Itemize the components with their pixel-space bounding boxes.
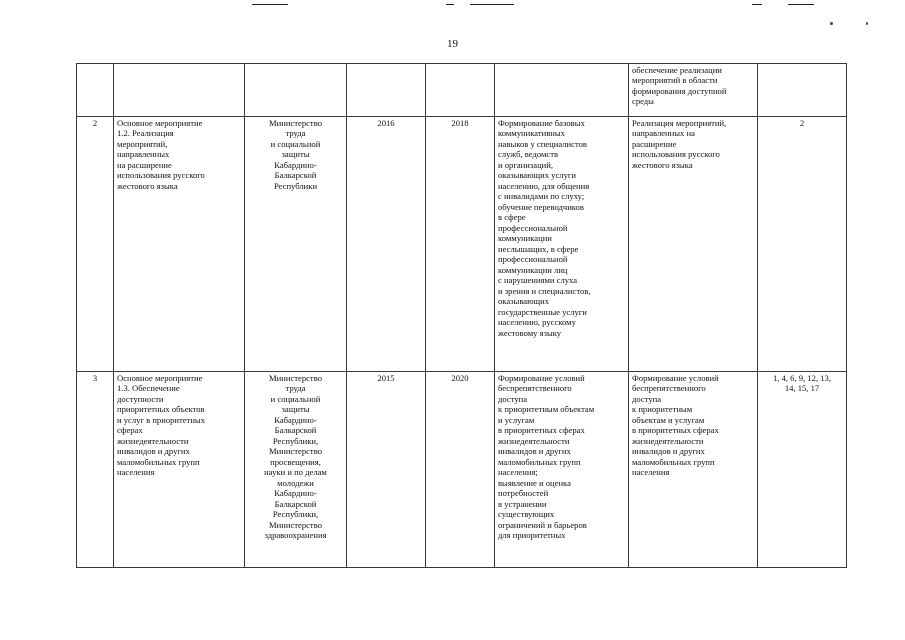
event-line: приоритетных объектов	[117, 404, 205, 415]
event-line: 1.3. Обеспечение	[117, 383, 180, 394]
result-line: Реализация мероприятий,	[632, 118, 727, 128]
event-line: доступности	[117, 393, 164, 404]
description-line: инвалидов и других	[498, 446, 571, 457]
executor-line: Республики,	[272, 435, 319, 446]
cell-end-year: 2020	[426, 372, 495, 568]
executor-line: Кабардино-	[274, 488, 317, 499]
cell-start-year: 2016	[347, 117, 426, 372]
executor-line: здравоохранения	[264, 530, 327, 541]
cell-start-year	[347, 64, 426, 117]
event-line: направленных	[117, 149, 170, 160]
cell-description	[495, 64, 629, 117]
result-line: беспрепятственного	[632, 383, 706, 394]
event-line: жестового языка	[117, 180, 178, 191]
description-line: и услугам	[498, 414, 535, 425]
cell-result	[629, 372, 758, 568]
description-line: для приоритетных	[498, 530, 566, 541]
cell-indicators	[758, 372, 847, 568]
executor-line: Министерство	[269, 446, 322, 457]
description-line: к приоритетным объектам	[498, 404, 595, 415]
program-table	[76, 63, 847, 568]
event-line: населения	[117, 467, 155, 478]
executor-line: Балкарской	[274, 498, 317, 509]
event-line: 1.2. Реализация	[117, 128, 174, 139]
result-line: маломобильных групп	[632, 456, 715, 467]
executor-line: молодежи	[277, 477, 314, 488]
indicators-line: 1, 4, 6, 9, 12, 13,	[772, 373, 831, 383]
event-line: на расширение	[117, 159, 172, 170]
description-line: оказывающих	[498, 296, 550, 307]
event-line: сферах	[117, 425, 143, 436]
executor-line: просвещения,	[270, 456, 321, 467]
result-line: инвалидов и других	[632, 446, 705, 457]
cell-indicators: 2	[758, 117, 847, 372]
description-line: доступа	[498, 393, 528, 404]
executor-line: Министерство	[269, 118, 322, 128]
event-line: мероприятий,	[117, 138, 168, 149]
event-line: инвалидов и других	[117, 446, 190, 457]
cell-event	[114, 117, 245, 372]
cell-result	[629, 117, 758, 372]
result-line: мероприятий в области	[632, 75, 718, 86]
cell-num	[77, 64, 114, 117]
description-line: профессиональной	[498, 222, 568, 233]
scan-dot	[866, 22, 868, 25]
description-line: профессиональной	[498, 254, 568, 265]
executor-line: Министерство	[269, 519, 322, 530]
description-line: беспрепятственного	[498, 383, 572, 394]
description-line: жестовому языку	[498, 327, 562, 338]
executor-line: Республики,	[272, 509, 319, 520]
scan-mark-line	[446, 4, 454, 5]
description-line: и зрения и специалистов,	[498, 285, 591, 296]
description-line: выявление и оценка	[498, 477, 571, 488]
description-line: и организаций,	[498, 159, 554, 170]
cell-executor	[245, 117, 347, 372]
description-line: населению, для общения	[498, 180, 590, 191]
result-line: жестового языка	[632, 159, 693, 170]
cell-indicators	[758, 64, 847, 117]
result-line: к приоритетным	[632, 404, 693, 415]
result-line: расширение	[632, 138, 677, 149]
description-line: населения;	[498, 467, 538, 478]
cell-start-year: 2015	[347, 372, 426, 568]
result-line: среды	[632, 96, 654, 107]
event-line: Основное мероприятие	[117, 373, 203, 383]
result-line: жизнедеятельности	[632, 435, 704, 446]
result-line: использования русского	[632, 149, 720, 160]
description-line: в сфере	[498, 212, 526, 223]
executor-line: Балкарской	[274, 425, 317, 436]
result-line: объектам и услугам	[632, 414, 705, 425]
executor-line: защиты	[281, 404, 310, 415]
scan-mark-line	[470, 4, 514, 5]
event-line: и услуг в приоритетных	[117, 414, 206, 425]
result-line: в приоритетных сферах	[632, 425, 719, 436]
description-line: населению, русскому	[498, 317, 576, 328]
table-row	[77, 117, 847, 372]
description-line: коммуникации лиц	[498, 264, 568, 275]
result-line: формирования доступной	[632, 85, 727, 96]
table-row	[77, 372, 847, 568]
event-line: использования русского	[117, 170, 205, 181]
description-line: государственные услуги	[498, 306, 587, 317]
result-line: доступа	[632, 393, 662, 404]
description-line: в приоритетных сферах	[498, 425, 585, 436]
scan-mark-line	[788, 4, 814, 5]
cell-executor	[245, 64, 347, 117]
cell-num: 3	[77, 372, 114, 568]
result-line: Формирование условий	[632, 373, 719, 383]
result-line: обеспечение реализации	[632, 65, 722, 75]
executor-line: труда	[285, 383, 306, 394]
executor-line: Кабардино-	[274, 414, 317, 425]
cell-end-year	[426, 64, 495, 117]
executor-line: Кабардино-	[274, 159, 317, 170]
scan-mark-line	[252, 4, 288, 5]
executor-line: Республики	[273, 180, 318, 191]
cell-result	[629, 64, 758, 117]
page-number: 19	[447, 38, 458, 50]
description-line: неслышащих, в сфере	[498, 243, 579, 254]
executor-line: Балкарской	[274, 170, 317, 181]
cell-end-year: 2018	[426, 117, 495, 372]
description-line: служб, ведомств	[498, 149, 559, 160]
executor-line: защиты	[281, 149, 310, 160]
description-line: Формирование базовых	[498, 118, 585, 128]
cell-description	[495, 117, 629, 372]
result-line: направленных на	[632, 128, 695, 139]
executor-line: Министерство	[269, 373, 322, 383]
description-line: с инвалидами по слуху;	[498, 191, 585, 202]
description-line: Формирование условий	[498, 373, 585, 383]
cell-num: 2	[77, 117, 114, 372]
event-line: Основное мероприятие	[117, 118, 203, 128]
scan-dot	[830, 22, 833, 25]
indicators-line: 14, 15, 17	[784, 383, 820, 394]
executor-line: и социальной	[270, 138, 321, 149]
description-line: ограничений и барьеров	[498, 519, 587, 530]
description-line: существующих	[498, 509, 555, 520]
scan-mark-line	[752, 4, 762, 5]
table-row-continuation	[77, 64, 847, 117]
description-line: оказывающих услуги	[498, 170, 576, 181]
description-line: в устранении	[498, 498, 547, 509]
cell-event	[114, 64, 245, 117]
description-line: потребностей	[498, 488, 549, 499]
cell-description	[495, 372, 629, 568]
description-line: жизнедеятельности	[498, 435, 570, 446]
description-line: коммуникации	[498, 233, 552, 244]
description-line: обучение переводчиков	[498, 201, 584, 212]
description-line: с нарушениями слуха	[498, 275, 578, 286]
description-line: коммуникативных	[498, 128, 565, 139]
description-line: маломобильных групп	[498, 456, 581, 467]
executor-line: науки и по делам	[264, 467, 327, 478]
result-line: населения	[632, 467, 670, 478]
description-line: навыков у специалистов	[498, 138, 587, 149]
executor-line: и социальной	[270, 393, 321, 404]
event-line: маломобильных групп	[117, 456, 200, 467]
executor-line: труда	[285, 128, 306, 139]
cell-event	[114, 372, 245, 568]
event-line: жизнедеятельности	[117, 435, 189, 446]
cell-executor	[245, 372, 347, 568]
